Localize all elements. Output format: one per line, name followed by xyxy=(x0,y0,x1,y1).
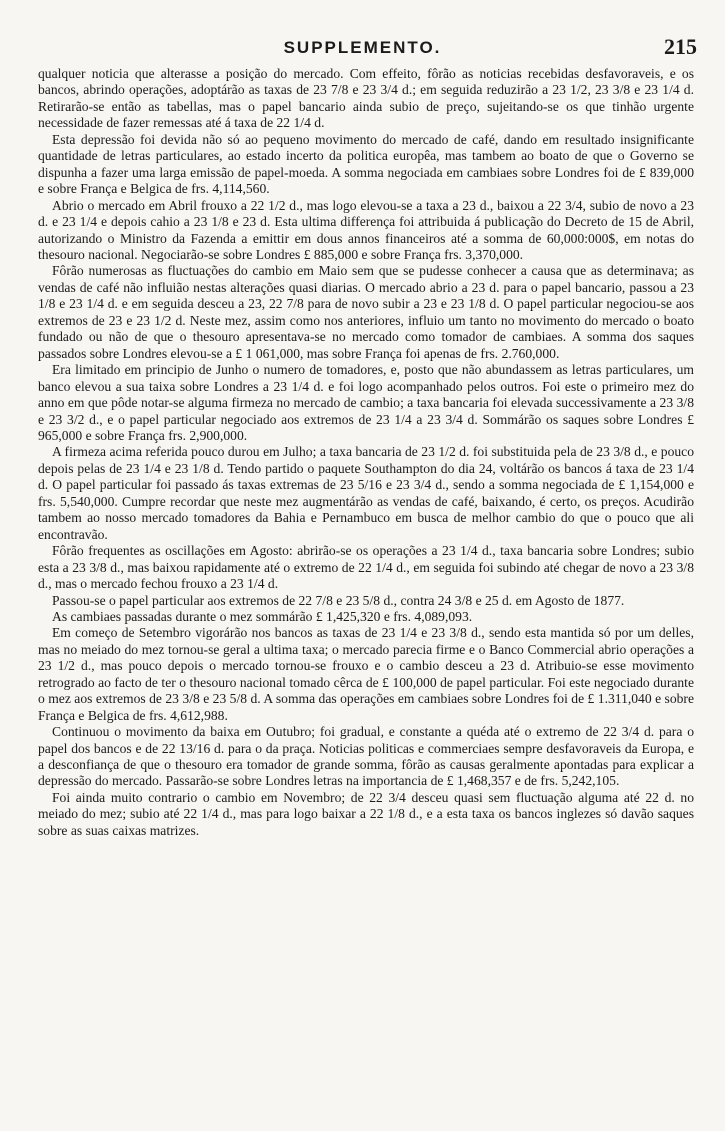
paragraph-march-depression: Esta depressão foi devida não só ao pequeno movimento do mercado de café, dando em resultado insignificante quantidade de letras particulares, ao estado incerto da politica europêa, mas tambem ao boato de que o Governo se dispunha a fazer uma larga emissão de papel-moeda. A somma negociada em cambiaes sobre Londres foi de £ 839,000 e sobre França e Belgica de frs. 4,114,560. xyxy=(38,131,694,197)
paragraph-august: Fôrão frequentes as oscillações em Agosto: abrirão-se os operações a 23 1/4 d., taxa bancaria sobre Londres; subio esta a 23 3/8 d., mas baixou rapidamente até o extremo de 22 1/4 d., em seguida foi subindo até chegar de novo a 23 3/8 d., mas o mercado fechou frouxo a 23 1/4 d. xyxy=(38,543,694,592)
paragraph-april: Abrio o mercado em Abril frouxo a 22 1/2 d., mas logo elevou-se a taxa a 23 d., baixou a 22 3/4, subio de novo a 23 d. e 23 1/4 e depois cahio a 23 1/8 e 23 d. Esta ultima differença foi attribuida á publicação do Decreto de 15 de Abril, autorizando o Ministro da Fazenda a emittir em dous annos financeiros até a somma de 60,000:000$, em notas do thesouro nacional. Negociarão-se sobre Londres £ 885,000 e sobre França frs. 3,370,000. xyxy=(38,197,694,262)
text-body xyxy=(38,66,694,839)
paragraph-august-total: As cambiaes passadas durante o mez sommárão £ 1,425,320 e frs. 4,089,093. xyxy=(52,608,473,624)
paragraph-october: Continuou o movimento da baixa em Outubro; foi gradual, e constante a quéda até o extremo de 22 3/4 d. para o papel dos bancos e de 22 13/16 d. para o da praça. Noticias politicas e commerciaes sempre desfavoraveis da Europa, e a desconfiança de que o thesouro era tomador de grande somma, fôrão as causas geralmente apontadas para explicar a depressão do mercado. Passarão-se sobre Londres letras na importancia de £ 1,468,357 e de frs. 5,242,105. xyxy=(38,724,694,789)
paragraph-continued: qualquer noticia que alterasse a posição do mercado. Com effeito, fôrão as noticias recebidas desfavoraveis, e os bancos, abrindo operações, adoptárão as taxas de 23 7/8 e 23 3/4 d.; em seguida reduzirão a 23 1/2, 23 3/8 e 23 1/4 d. Retirarão-se então as tabellas, mas o papel bancario ainda subio de preço, sujeitando-se os que tinhão urgente necessidade de fazer remessas até á taxa de 22 1/4 d. xyxy=(38,66,694,131)
paragraph-may: Fôrão numerosas as fluctuações do cambio em Maio sem que se pudesse conhecer a causa que as determinava; as vendas de café não influião nestas alterações quasi diarias. O mercado abrio a 23 d. para o papel bancario, passou a 23 1/8 e 23 1/4 d. e em seguida desceu a 23, 22 7/8 para de novo subir a 23 e 23 1/8 d. O papel particular negociou-se aos extremos de 23 e 23 1/2 d. Neste mez, assim como nos anteriores, influio um tanto no movimento do mercado o boato fundado ou não de que o thesouro apresentava-se no mercado como tomador de cambiaes. A somma dos saques passados sobre Londres elevou-se a £ 1 061,000, mas sobre França foi apenas de frs. 2.760,000. xyxy=(38,263,694,361)
paragraph-november: Foi ainda muito contrario o cambio em Novembro; de 22 3/4 desceu quasi sem fluctuação alguma até 22 d. no meiado do mez; subio até 22 1/4 d., mas para logo baixar a 22 1/8 d., e a esta taxa os bancos inglezes só davão saques sobre as suas caixas matrizes. xyxy=(38,789,694,838)
page-number: 215 xyxy=(664,34,697,59)
paragraph-june: Era limitado em principio de Junho o numero de tomadores, e, posto que não abundassem as letras particulares, um banco elevou a sua taixa sobre Londres a 23 1/4 d. e foi logo acompanhado pelos outros. Foi este o primeiro mez do anno em que pôde notar-se alguma firmeza no mercado de cambio; a taxa bancaria foi elevada successivamente a 23 3/8 e 23 3/2 d., e o papel particular negociado aos extremos de 23 1/4 a 23 3/4 d. Sommárão os saques sobre Londres £ 965,000 e sobre França frs. 2,900,000. xyxy=(38,362,694,443)
running-head xyxy=(0,34,725,64)
paragraph-september: Em começo de Setembro vigorárão nos bancos as taxas de 23 1/4 e 23 3/8 d., sendo esta mantida só por um delles, mas no meiado do mez tornou-se geral a ultima taxa; o mercado parecia firme e o Banco Commercial abrio operações a 23 1/2 d., mas pouco depois o mercado tornou-se frouxo e o cambio desceu a 23 d. Atribuio-se esse movimento retrogrado ao facto de ter o thesouro nacional tomado cêrca de £ 100,000 de papel particular. Foi este negociado durante o mez aos extremos de 23 3/8 e 23 5/8 d. A somma das operações em cambiaes sobre Londres foi de £ 1.311,040 e sobre França e Belgica de frs. 4,612,988. xyxy=(38,625,694,723)
paragraph-july: A firmeza acima referida pouco durou em Julho; a taxa bancaria de 23 1/2 d. foi substituida pela de 23 3/8 d., e pouco depois pelas de 23 1/4 e 23 1/8 d. Tendo partido o paquete Southampton do dia 24, voltárão os bancos á taxa de 23 1/4 d. O papel particular foi passado ás taxas extremas de 23 5/16 e 23 3/4 d., sendo a somma negociada de £ 1,154,000 e frs. 5,540,000. Cumpre recordar que neste mez augmentárão as vendas de café, baixando, é certo, os preços. Acudirão tambem ao nosso mercado tomadores da Bahia e Pernambuco em busca de melhor cambio do que o pouco que ali encontravão. xyxy=(38,444,694,542)
paragraph-august-particular: Passou-se o papel particular aos extremos de 22 7/8 e 23 5/8 d., contra 24 3/8 e 25 d. em Agosto de 1877. xyxy=(52,592,625,608)
running-title: SUPPLEMENTO. xyxy=(283,38,442,57)
